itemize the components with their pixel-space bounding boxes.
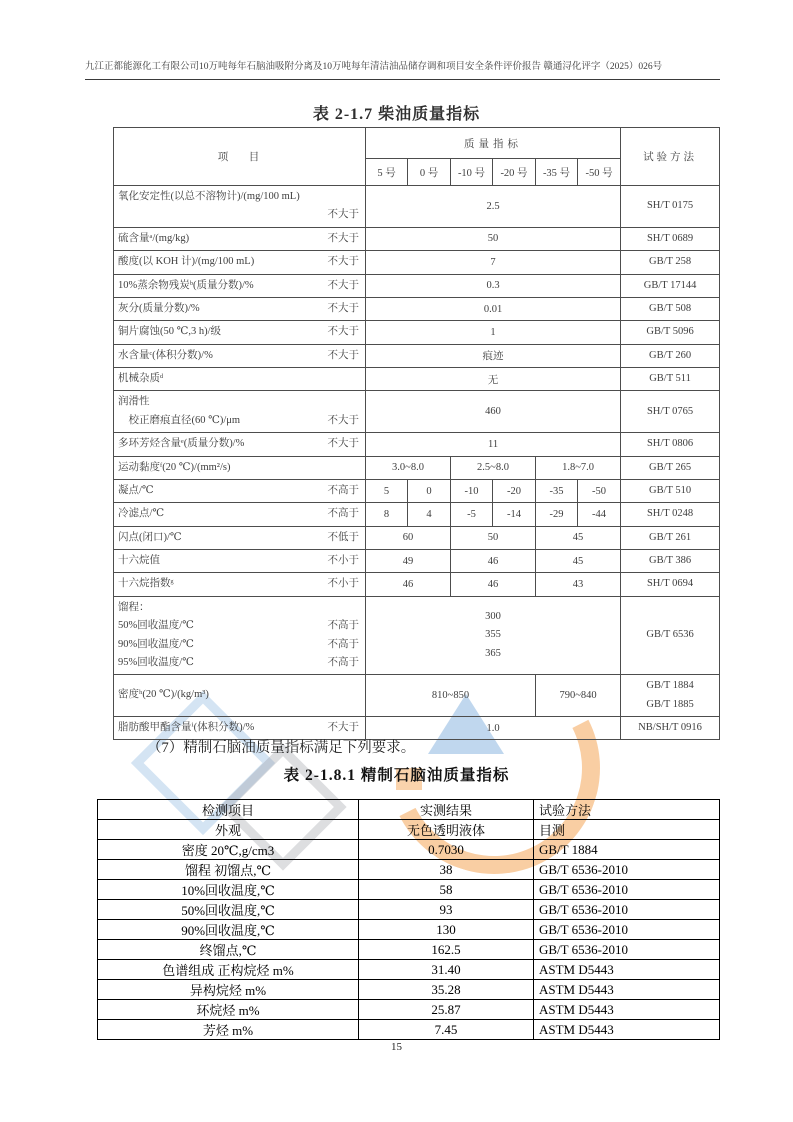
- item-line: [118, 482, 361, 500]
- table-row: [98, 820, 720, 840]
- item-label: 脂肪酸甲酯含量ⁱ(体积分数)/%: [118, 722, 255, 733]
- method-cell: [621, 526, 720, 549]
- column-header-item: 项 目: [114, 128, 366, 186]
- grade-header-5: -50 号: [578, 159, 621, 186]
- item-cell: [114, 368, 366, 391]
- item-label: 运动黏度ᶠ(20 ℃)/(mm²/s): [118, 461, 231, 473]
- value-cell: 4: [408, 503, 451, 526]
- value-cell: -10: [451, 479, 493, 502]
- item-qualifier: 不高于: [327, 656, 359, 668]
- value-cell: 60: [366, 526, 451, 549]
- grade-header-3: -20 号: [493, 159, 536, 186]
- item-line: [118, 505, 361, 523]
- item-cell: [114, 321, 366, 344]
- item-cell: [114, 227, 366, 250]
- method-cell: GB/T 6536-2010: [534, 880, 720, 900]
- diesel-header-row-1: [114, 128, 720, 159]
- item-cell: [114, 297, 366, 320]
- table-row: [114, 433, 720, 456]
- column-header-quality: 质量指标: [366, 128, 621, 159]
- item-qualifier: 不高于: [327, 620, 359, 632]
- item-label: 凝点/℃: [118, 484, 154, 496]
- method-cell: [621, 717, 720, 740]
- item-line: [118, 686, 361, 704]
- value-cell: 50: [451, 526, 536, 549]
- result-cell: 0.7030: [359, 840, 534, 860]
- table-row: [98, 1000, 720, 1020]
- table-row: [98, 880, 720, 900]
- method-line: GB/T 17144: [643, 279, 697, 291]
- table-row: [114, 526, 720, 549]
- diesel-quality-table: [113, 127, 720, 740]
- grade-header-0: 5 号: [366, 159, 408, 186]
- grade-header-2: -10 号: [451, 159, 493, 186]
- value-line: 300: [485, 610, 501, 622]
- value-cell: 460: [366, 391, 621, 433]
- result-cell: 31.40: [359, 960, 534, 980]
- method-line: SH/T 0806: [646, 438, 694, 450]
- table-row: [98, 840, 720, 860]
- item-cell: [114, 456, 366, 479]
- item-cell: [114, 596, 366, 675]
- value-cell: 1: [366, 321, 621, 344]
- item-cell: [114, 550, 366, 573]
- value-cell: -50: [578, 479, 621, 502]
- item-cell: [114, 186, 366, 228]
- item-cell: [114, 675, 366, 717]
- method-cell: [621, 675, 720, 717]
- method-line: GB/T 511: [649, 373, 691, 384]
- table-row: [98, 860, 720, 880]
- method-cell: [621, 596, 720, 675]
- table-row: [114, 186, 720, 228]
- value-cell: -29: [536, 503, 578, 526]
- method-cell: GB/T 6536-2010: [534, 920, 720, 940]
- table-row: [114, 503, 720, 526]
- item-cell: [114, 433, 366, 456]
- method-cell: [621, 321, 720, 344]
- method-line: SH/T 0175: [646, 200, 694, 212]
- item-cell: [114, 479, 366, 502]
- method-line: GB/T 260: [649, 349, 692, 361]
- value-cell: 1.0: [366, 717, 621, 740]
- naphtha-column-header-1: 实测结果: [359, 800, 534, 820]
- method-cell: ASTM D5443: [534, 1000, 720, 1020]
- value-cell: 无: [366, 368, 621, 391]
- item-qualifier: 不大于: [327, 414, 359, 426]
- value-cell: 1.8~7.0: [536, 456, 621, 479]
- method-line: GB/T 1884: [646, 680, 694, 692]
- table-row: [114, 550, 720, 573]
- item-qualifier: 不大于: [327, 349, 359, 361]
- item-line: [118, 206, 361, 224]
- item-line: [118, 435, 361, 453]
- item-label: 十六烷指数ᵍ: [118, 578, 174, 590]
- item-label: 密度ʰ(20 ℃)/(kg/m³): [118, 689, 209, 701]
- value-cell: 0.3: [366, 274, 621, 297]
- naphtha-quality-table: [97, 799, 720, 1040]
- value-cell: 5: [366, 479, 408, 502]
- method-cell: GB/T 6536-2010: [534, 860, 720, 880]
- item-line: [118, 636, 361, 654]
- table-row: [114, 456, 720, 479]
- table-row: [98, 940, 720, 960]
- method-cell: [621, 550, 720, 573]
- test-item-cell: 终馏点,℃: [98, 940, 359, 960]
- item-qualifier: 不小于: [327, 578, 359, 590]
- naphtha-column-header-0: 检测项目: [98, 800, 359, 820]
- item-label: 氧化安定性(以总不溶物计)/(mg/100 mL): [118, 191, 300, 202]
- item-line: [118, 599, 361, 617]
- method-line: GB/T 5096: [646, 326, 694, 338]
- value-cell: 8: [366, 503, 408, 526]
- item-qualifier: 不大于: [327, 438, 359, 450]
- method-line: SH/T 0765: [646, 405, 694, 417]
- item-label: 闪点(闭口)/℃: [118, 531, 182, 543]
- item-line: [118, 188, 361, 206]
- item-qualifier: 不高于: [327, 508, 359, 520]
- item-qualifier: [359, 459, 361, 477]
- item-label: 馏程：: [118, 601, 150, 613]
- method-line: GB/T 6536: [646, 629, 694, 641]
- item-qualifier: 不大于: [327, 232, 359, 244]
- table-row: [98, 980, 720, 1000]
- result-cell: 162.5: [359, 940, 534, 960]
- value-cell: 790~840: [536, 675, 621, 717]
- item-label: 机械杂质ᵈ: [118, 373, 164, 384]
- method-cell: [621, 251, 720, 274]
- value-cell: -5: [451, 503, 493, 526]
- item-cell: [114, 526, 366, 549]
- method-cell: GB/T 1884: [534, 840, 720, 860]
- item-label: 铜片腐蚀(50 ℃,3 h)/级: [118, 326, 222, 338]
- value-cell: 43: [536, 573, 621, 596]
- method-cell: ASTM D5443: [534, 960, 720, 980]
- value-cell: 11: [366, 433, 621, 456]
- value-cell: 45: [536, 550, 621, 573]
- item-cell: [114, 391, 366, 433]
- item-label: 90%回收温度/℃: [118, 638, 194, 650]
- item-line: [118, 719, 361, 737]
- method-line: GB/T 386: [649, 555, 692, 566]
- test-item-cell: 外观: [98, 820, 359, 840]
- item-qualifier: 不大于: [327, 256, 359, 268]
- item-qualifier: 不低于: [327, 531, 359, 543]
- value-cell: 0: [408, 479, 451, 502]
- item-qualifier: 不高于: [327, 484, 359, 496]
- item-line: [118, 654, 361, 672]
- value-cell: 45: [536, 526, 621, 549]
- item-cell: [114, 503, 366, 526]
- value-cell: 2.5: [366, 186, 621, 228]
- test-item-cell: 色谱组成 正构烷烃 m%: [98, 960, 359, 980]
- value-cell: 49: [366, 550, 451, 573]
- item-label: 润滑性: [118, 396, 150, 408]
- item-line: [118, 575, 361, 593]
- item-line: [118, 230, 361, 248]
- result-cell: 无色透明液体: [359, 820, 534, 840]
- value-cell: 50: [366, 227, 621, 250]
- item-label: 95%回收温度/℃: [118, 656, 194, 668]
- result-cell: 58: [359, 880, 534, 900]
- item-line: [118, 393, 361, 411]
- report-header: 九江正都能源化工有限公司10万吨每年石脑油吸附分离及10万吨每年清洁油品储存调和项目安全条件评价报告 赣通浔化评字（2025）026号: [85, 58, 720, 80]
- method-cell: 目测: [534, 820, 720, 840]
- item-label: 50%回收温度/℃: [118, 620, 194, 632]
- method-cell: [621, 479, 720, 502]
- item-line: [118, 370, 361, 388]
- table-row: [98, 960, 720, 980]
- item-label: 校正磨痕直径(60 ℃)/μm: [118, 414, 241, 426]
- value-cell: -14: [493, 503, 536, 526]
- result-cell: 38: [359, 860, 534, 880]
- test-item-cell: 50%回收温度,℃: [98, 900, 359, 920]
- grade-header-4: -35 号: [536, 159, 578, 186]
- item-cell: [114, 274, 366, 297]
- naphtha-column-header-2: 试验方法: [534, 800, 720, 820]
- item-line: [118, 347, 361, 365]
- value-cell: 46: [451, 550, 536, 573]
- item-qualifier: 不小于: [327, 555, 359, 566]
- method-line: NB/SH/T 0916: [638, 722, 702, 733]
- method-cell: [621, 274, 720, 297]
- item-label: 多环芳烃含量ᵉ(质量分数)/%: [118, 438, 245, 450]
- item-label: 10%蒸余物残炭ᵇ(质量分数)/%: [118, 279, 254, 291]
- method-cell: [621, 297, 720, 320]
- table-row: [98, 1020, 720, 1040]
- test-item-cell: 环烷烃 m%: [98, 1000, 359, 1020]
- item-qualifier: 不大于: [327, 722, 359, 733]
- method-cell: GB/T 6536-2010: [534, 900, 720, 920]
- test-item-cell: 馏程 初馏点,℃: [98, 860, 359, 880]
- item-qualifier: 不大于: [327, 302, 359, 314]
- item-cell: [114, 251, 366, 274]
- method-cell: [621, 391, 720, 433]
- value-cell: 810~850: [366, 675, 536, 717]
- table-row: [114, 596, 720, 675]
- result-cell: 7.45: [359, 1020, 534, 1040]
- naphtha-header-row: [98, 800, 720, 820]
- method-cell: ASTM D5443: [534, 1020, 720, 1040]
- value-cell: 46: [366, 573, 451, 596]
- table-row: [114, 479, 720, 502]
- result-cell: 130: [359, 920, 534, 940]
- value-cell: 3.0~8.0: [366, 456, 451, 479]
- item-line: [118, 277, 361, 295]
- method-cell: [621, 456, 720, 479]
- method-line: SH/T 0689: [646, 232, 694, 244]
- method-cell: [621, 227, 720, 250]
- method-cell: [621, 344, 720, 367]
- table-row: [98, 920, 720, 940]
- item-line: [118, 412, 361, 430]
- value-cell: -35: [536, 479, 578, 502]
- item-line: [118, 552, 361, 570]
- method-cell: [621, 186, 720, 228]
- value-cell: 7: [366, 251, 621, 274]
- value-cell: 0.01: [366, 297, 621, 320]
- item-cell: [114, 573, 366, 596]
- value-line: 355: [485, 629, 501, 641]
- method-line: SH/T 0694: [646, 578, 694, 590]
- result-cell: 25.87: [359, 1000, 534, 1020]
- table-row: [114, 227, 720, 250]
- test-item-cell: 10%回收温度,℃: [98, 880, 359, 900]
- item-label: 酸度(以 KOH 计)/(mg/100 mL): [118, 256, 255, 268]
- method-line: GB/T 1885: [646, 698, 694, 710]
- table-row: [114, 297, 720, 320]
- method-cell: [621, 503, 720, 526]
- method-cell: [621, 433, 720, 456]
- method-cell: GB/T 6536-2010: [534, 940, 720, 960]
- grade-header-1: 0 号: [408, 159, 451, 186]
- test-item-cell: 密度 20℃,g/cm3: [98, 840, 359, 860]
- item-qualifier: [359, 686, 361, 704]
- page-number: 15: [391, 1041, 402, 1053]
- method-line: GB/T 265: [649, 461, 692, 473]
- test-item-cell: 异构烷烃 m%: [98, 980, 359, 1000]
- item-qualifier: 不大于: [327, 209, 359, 221]
- item-qualifier: [359, 370, 361, 388]
- item-line: [118, 617, 361, 635]
- item-qualifier: 不高于: [327, 638, 359, 650]
- item-qualifier: 不大于: [327, 326, 359, 338]
- item-line: [118, 300, 361, 318]
- value-cell: [366, 596, 621, 675]
- value-cell: -20: [493, 479, 536, 502]
- test-item-cell: 芳烃 m%: [98, 1020, 359, 1040]
- method-line: GB/T 510: [649, 484, 692, 496]
- table-row: [114, 274, 720, 297]
- item-qualifier: [359, 599, 361, 617]
- item-label: 水含量ᶜ(体积分数)/%: [118, 349, 213, 361]
- value-cell: 2.5~8.0: [451, 456, 536, 479]
- value-cell: 46: [451, 573, 536, 596]
- method-cell: ASTM D5443: [534, 980, 720, 1000]
- item-line: [118, 529, 361, 547]
- table-row: [114, 344, 720, 367]
- table-row: [98, 900, 720, 920]
- item-qualifier: [359, 188, 361, 206]
- item-line: [118, 459, 361, 477]
- item-line: [118, 253, 361, 271]
- item-qualifier: 不大于: [327, 279, 359, 291]
- method-line: SH/T 0248: [646, 508, 694, 520]
- result-cell: 35.28: [359, 980, 534, 1000]
- value-cell: 痕迹: [366, 344, 621, 367]
- result-cell: 93: [359, 900, 534, 920]
- table-row: [114, 391, 720, 433]
- item-cell: [114, 344, 366, 367]
- method-cell: [621, 573, 720, 596]
- table-row: [114, 251, 720, 274]
- diesel-table-title: 表 2-1.7 柴油质量指标: [312, 106, 481, 123]
- value-line: 365: [485, 647, 501, 659]
- paragraph-7: （7）精制石脑油质量指标满足下列要求。: [147, 740, 416, 756]
- item-label: 灰分(质量分数)/%: [118, 302, 200, 314]
- item-line: [118, 323, 361, 341]
- table-row: [114, 675, 720, 717]
- method-cell: [621, 368, 720, 391]
- method-line: GB/T 258: [649, 256, 692, 268]
- item-label: 冷滤点/℃: [118, 508, 165, 520]
- item-qualifier: [359, 393, 361, 411]
- test-item-cell: 90%回收温度,℃: [98, 920, 359, 940]
- table-row: [114, 573, 720, 596]
- item-label: 十六烷值: [118, 555, 160, 566]
- table-row: [114, 321, 720, 344]
- naphtha-table-title: 表 2-1.8.1 精制石脑油质量指标: [283, 767, 510, 784]
- method-line: GB/T 508: [649, 302, 692, 314]
- table-row: [114, 368, 720, 391]
- method-line: GB/T 261: [649, 531, 692, 543]
- column-header-method: 试验方法: [621, 128, 720, 186]
- value-cell: -44: [578, 503, 621, 526]
- item-label: 硫含量ᵃ/(mg/kg): [118, 232, 190, 244]
